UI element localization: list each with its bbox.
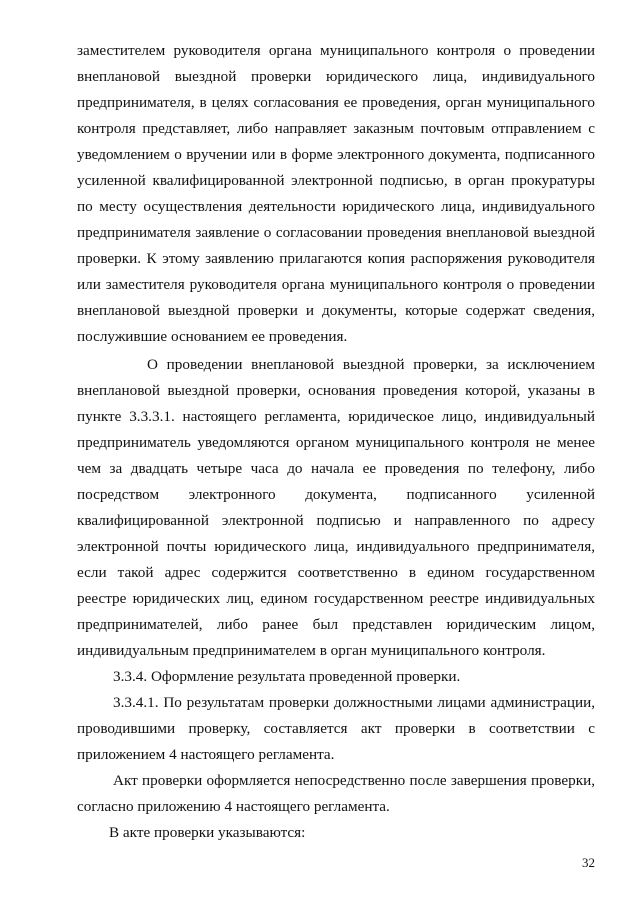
section-heading-3-3-4: 3.3.4. Оформление результата проведенной проверки. xyxy=(113,668,461,685)
document-page xyxy=(77,38,595,846)
paragraph-notification: О проведении внеплановой выездной проверки, за исключением внеплановой выездной проверки, основания проведения которой, указаны в пункте 3.3.3.1. настоящего регламента, юридическое лицо, индивидуальный предприниматель уведомляются органом муниципального контроля не менее чем за двадцать четыре часа до начала ее проведения по телефону, либо посредством электронного документа, подписанного усиленной квалифицированной электронной подписью и направленного по адресу электронной почты юридического лица, индивидуального предпринимателя, если такой адрес содержится соответственно в едином государственном реестре юридических лиц, едином государственном реестре индивидуальных предпринимателей, либо ранее был представлен юридическим лицом, индивидуальным предпринимателем в орган муниципального контроля. xyxy=(77,356,595,659)
page-number: 32 xyxy=(582,855,595,870)
paragraph-approval-request: заместителем руководителя органа муниципального контроля о проведении внеплановой выездной проверки юридического лица, индивидуального предпринимателя, в целях согласования ее проведения, орган муниципального контроля представляет, либо направляет заказным почтовым отправлением с уведомлением о вручении или в форме электронного документа, подписанного усиленной квалифицированной электронной подписью, в орган прокуратуры по месту осуществления деятельности юридического лица, индивидуального предпринимателя заявление о согласовании проведения внеплановой выездной проверки. К этому заявлению прилагаются копия распоряжения руководителя или заместителя руководителя органа муниципального контроля о проведении внеплановой выездной проверки и документы, которые содержат сведения, послужившие основанием ее проведения. xyxy=(77,42,595,345)
paragraph-3-3-4-1: 3.3.4.1. По результатам проверки должностными лицами администрации, проводившими проверку, составляется акт проверки в соответствии с приложением 4 настоящего регламента. xyxy=(77,694,595,763)
paragraph-act-drawn-up: Акт проверки оформляется непосредственно после завершения проверки, согласно приложению 4 настоящего регламента. xyxy=(77,772,595,815)
paragraph-act-contents: В акте проверки указываются: xyxy=(109,824,306,841)
